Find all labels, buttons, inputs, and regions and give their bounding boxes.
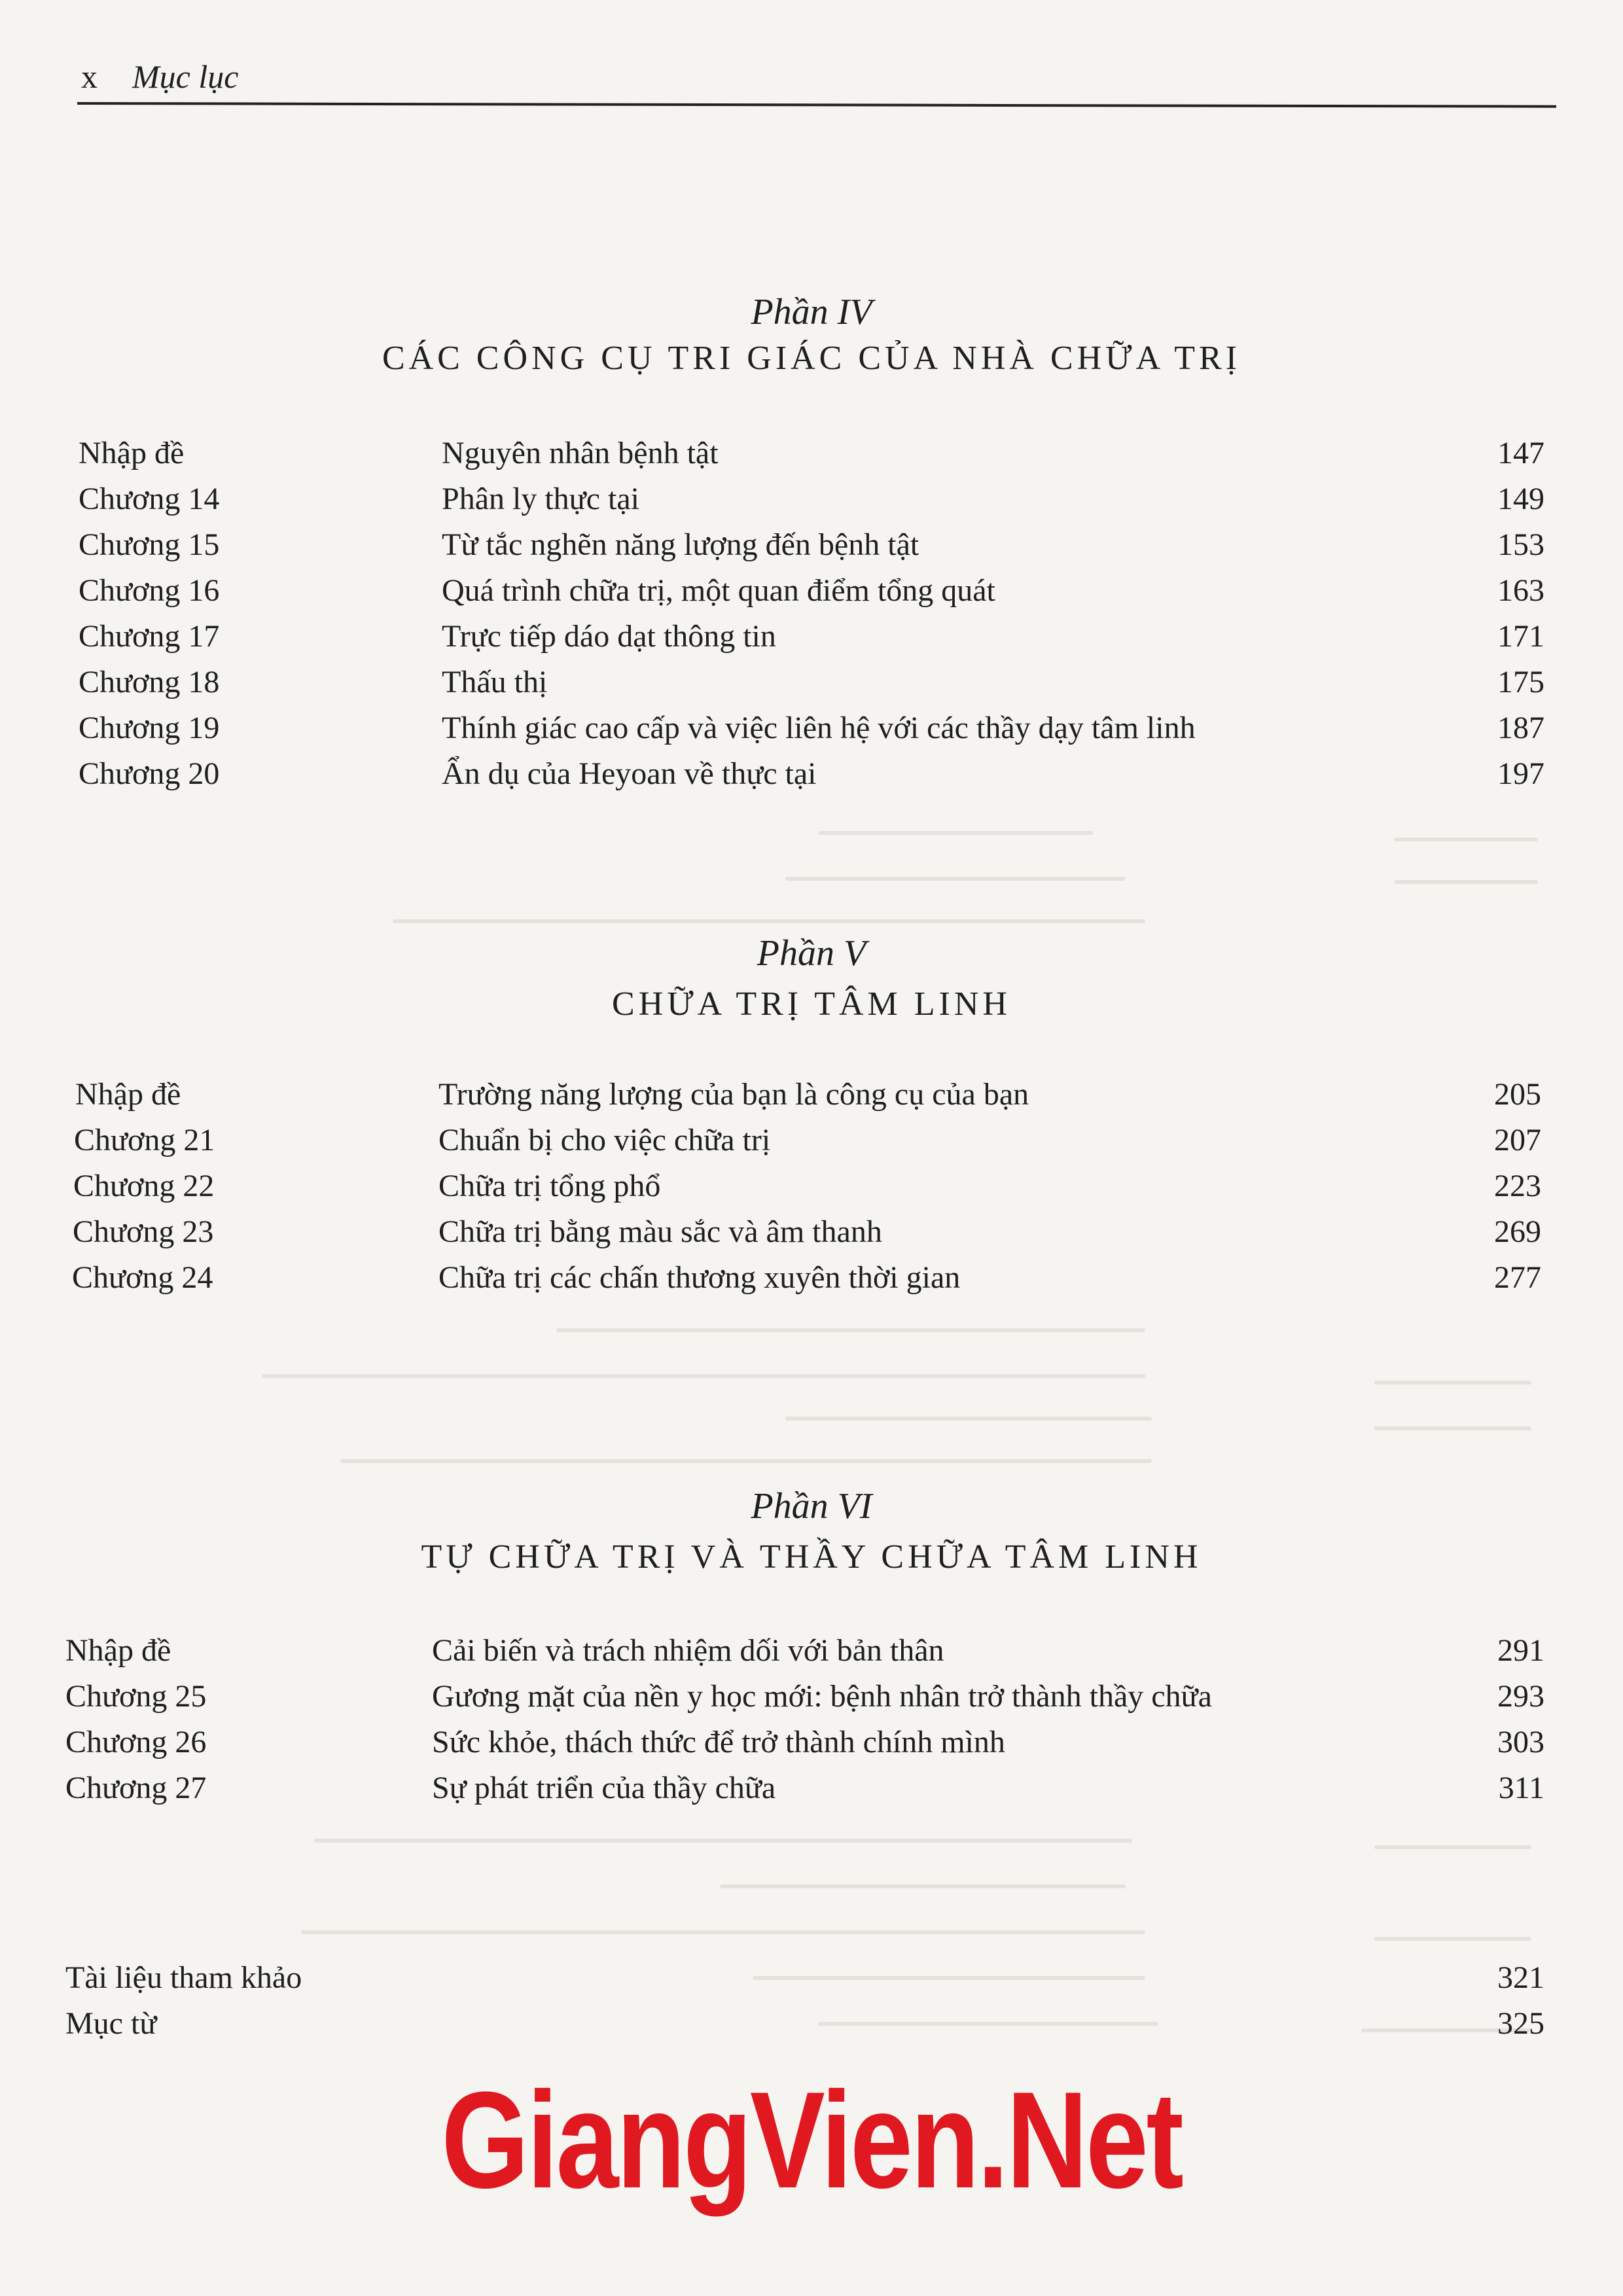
page-number: 311 [1498, 1771, 1544, 1805]
page-number: 293 [1497, 1679, 1544, 1714]
chapter-label: Chương 18 [79, 665, 220, 699]
entry-title: Trực tiếp dáo dạt thông tin [442, 619, 776, 654]
page-number: 269 [1494, 1214, 1541, 1249]
page-number: 207 [1494, 1123, 1541, 1157]
scan-bleed-mark [556, 1328, 1145, 1332]
entry-title: Sức khỏe, thách thức để trở thành chính mình [432, 1725, 1005, 1759]
scan-bleed-mark [1374, 1426, 1531, 1430]
page-number: 147 [1497, 436, 1544, 470]
scan-bleed-mark [1374, 1845, 1531, 1849]
part-title: CHỮA TRỊ TÂM LINH [612, 985, 1011, 1023]
entry-title: Chuẩn bị cho việc chữa trị [438, 1123, 771, 1157]
entry-title: Thấu thị [442, 665, 548, 699]
page-number: 171 [1497, 619, 1544, 654]
entry-title: Từ tắc nghẽn năng lượng đến bệnh tật [442, 527, 919, 562]
scan-bleed-mark [1374, 1381, 1531, 1385]
chapter-label: Chương 25 [65, 1679, 207, 1714]
chapter-label: Nhập đề [65, 1633, 171, 1668]
scan-bleed-mark [262, 1374, 1145, 1378]
toc-entry-back-matter[interactable] [65, 1960, 1544, 2005]
entry-title: Phân ly thực tại [442, 482, 639, 516]
entry-title: Nguyên nhân bệnh tật [442, 436, 719, 470]
page-number: 223 [1494, 1169, 1541, 1203]
part-label: Phần V [757, 933, 866, 974]
chapter-label: Chương 16 [79, 573, 220, 608]
toc-entry[interactable] [79, 618, 1544, 664]
scan-bleed-mark [340, 1459, 1152, 1463]
toc-entry[interactable] [73, 1214, 1541, 1260]
watermark: GiangVien.Net [441, 2063, 1182, 2217]
page-number: 325 [1497, 2006, 1544, 2041]
toc-entry[interactable] [79, 527, 1544, 573]
toc-entry[interactable] [74, 1122, 1541, 1168]
scan-bleed-mark [314, 1839, 1132, 1843]
toc-entry-back-matter[interactable] [65, 2005, 1544, 2051]
page-number: 175 [1497, 665, 1544, 699]
chapter-label: Chương 26 [65, 1725, 207, 1759]
toc-entry[interactable] [73, 1168, 1541, 1214]
page-number: 163 [1497, 573, 1544, 608]
page-number: 321 [1497, 1960, 1544, 1995]
chapter-label: Chương 22 [73, 1169, 215, 1203]
scan-bleed-mark [301, 1930, 1145, 1934]
page-number: 187 [1497, 711, 1544, 745]
scan-bleed-mark [1374, 1937, 1531, 1941]
page-number: 149 [1497, 482, 1544, 516]
scan-bleed-mark [785, 1417, 1152, 1421]
toc-entry[interactable] [65, 1678, 1544, 1724]
entry-title: Thính giác cao cấp và việc liên hệ với các thầy dạy tâm linh [442, 711, 1196, 745]
part-label: Phần VI [751, 1486, 872, 1527]
entry-title: Ẩn dụ của Heyoan về thực tại [442, 756, 817, 791]
toc-entry[interactable] [79, 756, 1544, 802]
page-number: 153 [1497, 527, 1544, 562]
toc-entry[interactable] [65, 1724, 1544, 1770]
toc-entry[interactable] [75, 1076, 1541, 1122]
scan-bleed-mark [1394, 838, 1538, 841]
chapter-label: Chương 27 [65, 1771, 207, 1805]
chapter-label: Nhập đề [75, 1077, 181, 1112]
chapter-label: Nhập đề [79, 436, 185, 470]
part-title: CÁC CÔNG CỤ TRI GIÁC CỦA NHÀ CHỮA TRỊ [382, 340, 1241, 377]
entry-title: Gương mặt của nền y học mới: bệnh nhân trở thành thầy chữa [432, 1679, 1212, 1714]
chapter-label: Chương 20 [79, 756, 220, 791]
page-number: 291 [1497, 1633, 1544, 1668]
toc-entry[interactable] [79, 481, 1544, 527]
entry-title: Chữa trị bằng màu sắc và âm thanh [438, 1214, 882, 1249]
toc-entry[interactable] [65, 1633, 1544, 1678]
scan-bleed-mark [785, 877, 1126, 881]
page-number: 303 [1497, 1725, 1544, 1759]
entry-title: Mục từ [65, 2006, 157, 2041]
scan-bleed-mark [818, 831, 1093, 835]
entry-title: Trường năng lượng của bạn là công cụ của bạn [438, 1077, 1029, 1112]
entry-title: Quá trình chữa trị, một quan điểm tổng quát [442, 573, 995, 608]
page-number: 205 [1494, 1077, 1541, 1112]
chapter-label: Chương 17 [79, 619, 220, 654]
scan-bleed-mark [1394, 880, 1538, 884]
part-label: Phần IV [751, 292, 872, 332]
entry-title: Cải biến và trách nhiệm dối với bản thân [432, 1633, 944, 1668]
page-number: 277 [1494, 1260, 1541, 1295]
entry-title: Chữa trị tổng phổ [438, 1169, 661, 1203]
toc-entry[interactable] [79, 573, 1544, 618]
entry-title: Tài liệu tham khảo [65, 1960, 302, 1995]
scan-bleed-mark [393, 919, 1145, 923]
page-number: 197 [1497, 756, 1544, 791]
toc-entry[interactable] [79, 664, 1544, 710]
chapter-label: Chương 21 [74, 1123, 215, 1157]
part-title: TỰ CHỮA TRỊ VÀ THẦY CHỮA TÂM LINH [421, 1538, 1202, 1576]
toc-entry[interactable] [79, 435, 1544, 481]
chapter-label: Chương 23 [73, 1214, 214, 1249]
entry-title: Chữa trị các chấn thương xuyên thời gian [438, 1260, 961, 1295]
toc-entry[interactable] [72, 1260, 1541, 1305]
chapter-label: Chương 24 [72, 1260, 213, 1295]
scan-bleed-mark [720, 1884, 1126, 1888]
running-title: Mục lục [132, 58, 239, 95]
toc-entry[interactable] [65, 1770, 1544, 1816]
chapter-label: Chương 14 [79, 482, 220, 516]
entry-title: Sự phát triển của thầy chữa [432, 1771, 776, 1805]
page-number: x [81, 58, 98, 95]
chapter-label: Chương 15 [79, 527, 220, 562]
toc-entry[interactable] [79, 710, 1544, 756]
chapter-label: Chương 19 [79, 711, 220, 745]
